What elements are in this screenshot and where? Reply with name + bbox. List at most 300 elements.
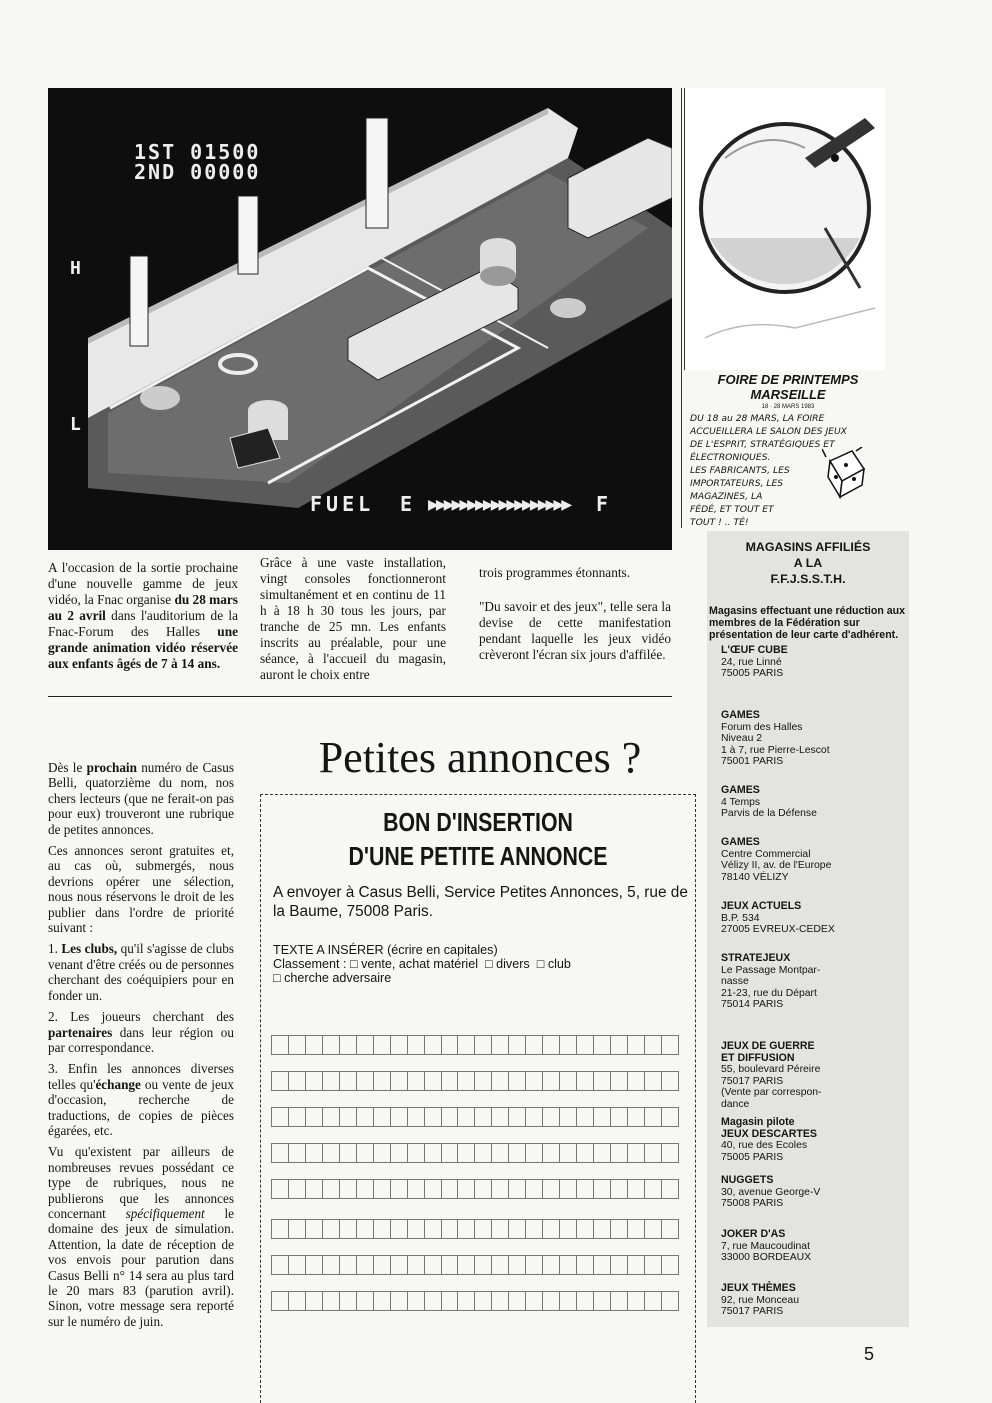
shop-address-line: Le Passage Montpar- xyxy=(721,964,821,976)
letter-cell[interactable] xyxy=(441,1035,458,1055)
letter-cell[interactable] xyxy=(593,1291,610,1311)
annonces-paragraph xyxy=(48,760,234,837)
letter-cell[interactable] xyxy=(407,1071,424,1091)
letter-cell[interactable] xyxy=(627,1291,644,1311)
letter-cell[interactable] xyxy=(271,1107,288,1127)
shop-address-line: 1 à 7, rue Pierre-Lescot xyxy=(721,744,830,756)
letter-cell[interactable] xyxy=(542,1255,559,1275)
letter-cell[interactable] xyxy=(271,1179,288,1199)
letter-cell[interactable] xyxy=(271,1071,288,1091)
letter-cell[interactable] xyxy=(593,1107,610,1127)
shop-entry xyxy=(721,1041,907,1110)
shop-entry xyxy=(721,785,907,820)
emphasis: Les clubs, xyxy=(61,941,118,957)
letter-cell[interactable] xyxy=(288,1107,305,1127)
letter-grid-row[interactable] xyxy=(271,1071,679,1091)
letter-cell[interactable] xyxy=(407,1143,424,1163)
checkbox-adversaire[interactable]: □ xyxy=(273,971,281,985)
letter-cell[interactable] xyxy=(508,1219,525,1239)
letter-cell[interactable] xyxy=(491,1143,508,1163)
shop-address-line: Vélizy II, av. de l'Europe xyxy=(721,860,832,871)
shop-address-line: 92, rue Monceau xyxy=(721,1294,799,1306)
letter-cell[interactable] xyxy=(339,1179,356,1199)
letter-cell[interactable] xyxy=(627,1035,644,1055)
shop-address-line: Niveau 2 xyxy=(721,733,763,744)
letter-cell[interactable] xyxy=(610,1107,627,1127)
letter-cell[interactable] xyxy=(407,1291,424,1311)
hand-line: ÉLECTRONIQUES. xyxy=(690,452,771,463)
letter-cell[interactable] xyxy=(474,1255,491,1275)
letter-cell[interactable] xyxy=(593,1071,610,1091)
letter-cell[interactable] xyxy=(390,1035,407,1055)
letter-grid-row[interactable] xyxy=(271,1035,679,1055)
fuel-gauge: ▶▶▶▶▶▶▶▶▶▶▶▶▶▶▶▶▶▶ xyxy=(428,494,570,515)
letter-cell[interactable] xyxy=(627,1219,644,1239)
letter-cell[interactable] xyxy=(457,1219,474,1239)
letter-cell[interactable] xyxy=(322,1255,339,1275)
letter-cell[interactable] xyxy=(491,1035,508,1055)
letter-cell[interactable] xyxy=(525,1219,542,1239)
letter-cell[interactable] xyxy=(356,1035,373,1055)
letter-cell[interactable] xyxy=(356,1255,373,1275)
letter-cell[interactable] xyxy=(424,1107,441,1127)
letter-cell[interactable] xyxy=(542,1035,559,1055)
letter-cell[interactable] xyxy=(441,1107,458,1127)
letter-cell[interactable] xyxy=(457,1143,474,1163)
letter-cell[interactable] xyxy=(508,1143,525,1163)
letter-cell[interactable] xyxy=(322,1071,339,1091)
shop-entry xyxy=(721,645,907,680)
coupon-title-line-1: BON D'INSERTION xyxy=(383,807,573,837)
letter-grid-row[interactable] xyxy=(271,1219,679,1239)
letter-cell[interactable] xyxy=(542,1291,559,1311)
letter-cell[interactable] xyxy=(373,1219,390,1239)
shop-name: GAMES xyxy=(721,836,760,848)
letter-cell[interactable] xyxy=(424,1035,441,1055)
letter-cell[interactable] xyxy=(271,1143,288,1163)
letter-cell[interactable] xyxy=(457,1179,474,1199)
letter-cell[interactable] xyxy=(508,1291,525,1311)
letter-cell[interactable] xyxy=(373,1179,390,1199)
shop-address-line: 75008 PARIS xyxy=(721,1198,784,1209)
intro-column-3 xyxy=(479,565,671,679)
letter-cell[interactable] xyxy=(593,1143,610,1163)
letter-cell[interactable] xyxy=(610,1219,627,1239)
letter-cell[interactable] xyxy=(542,1143,559,1163)
letter-cell[interactable] xyxy=(525,1179,542,1199)
letter-cell[interactable] xyxy=(271,1255,288,1275)
letter-cell[interactable] xyxy=(305,1143,322,1163)
shop-name: Magasin pilote xyxy=(721,1116,795,1128)
letter-cell[interactable] xyxy=(322,1179,339,1199)
letter-cell[interactable] xyxy=(271,1219,288,1239)
coupon-title-line-2: D'UNE PETITE ANNONCE xyxy=(348,841,608,871)
letter-cell[interactable] xyxy=(559,1143,576,1163)
letter-cell[interactable] xyxy=(525,1107,542,1127)
letter-cell[interactable] xyxy=(356,1071,373,1091)
shop-entry xyxy=(721,953,907,1011)
letter-cell[interactable] xyxy=(474,1071,491,1091)
letter-cell[interactable] xyxy=(441,1071,458,1091)
shop-address-line: 75014 PARIS xyxy=(721,999,784,1010)
letter-cell[interactable] xyxy=(288,1255,305,1275)
letter-cell[interactable] xyxy=(525,1143,542,1163)
hand-line: DE L'ESPRIT, STRATÉGIQUES ET xyxy=(690,439,835,450)
letter-cell[interactable] xyxy=(424,1179,441,1199)
altitude-high-label: H xyxy=(70,258,81,279)
letter-cell[interactable] xyxy=(644,1291,661,1311)
letter-cell[interactable] xyxy=(644,1219,661,1239)
text: 1. xyxy=(48,941,62,957)
checkbox-vente[interactable]: □ xyxy=(350,957,358,971)
shop-name: JEUX THÈMES xyxy=(721,1282,796,1294)
letter-cell[interactable] xyxy=(407,1179,424,1199)
shop-address-line: Parvis de la Défense xyxy=(721,808,817,819)
hand-line: ACCUEILLERA LE SALON DES JEUX xyxy=(690,426,847,437)
letter-grid-row[interactable] xyxy=(271,1255,679,1275)
option-club-label: club xyxy=(547,957,571,971)
option-divers-label: divers xyxy=(496,957,530,971)
letter-cell[interactable] xyxy=(339,1219,356,1239)
shop-address-line: 7, rue Maucoudinat xyxy=(721,1240,810,1252)
letter-cell[interactable] xyxy=(271,1291,288,1311)
letter-cell[interactable] xyxy=(457,1255,474,1275)
letter-cell[interactable] xyxy=(627,1179,644,1199)
letter-cell[interactable] xyxy=(661,1179,679,1199)
letter-cell[interactable] xyxy=(339,1071,356,1091)
altitude-low-label: L xyxy=(70,414,81,435)
letter-cell[interactable] xyxy=(508,1179,525,1199)
letter-cell[interactable] xyxy=(457,1291,474,1311)
letter-cell[interactable] xyxy=(457,1035,474,1055)
letter-cell[interactable] xyxy=(559,1291,576,1311)
letter-cell[interactable] xyxy=(576,1179,593,1199)
letter-cell[interactable] xyxy=(407,1219,424,1239)
letter-cell[interactable] xyxy=(441,1219,458,1239)
letter-cell[interactable] xyxy=(661,1291,679,1311)
emphasis: échange xyxy=(95,1076,141,1092)
foire-date: 18 · 28 MARS 1983 xyxy=(761,404,815,410)
shop-entry xyxy=(721,837,907,883)
letter-cell[interactable] xyxy=(441,1143,458,1163)
intro-text: A l'occasion de la sortie prochaine d'une nouvelle gamme de jeux vidéo, la Fnac organise xyxy=(48,560,238,607)
letter-cell[interactable] xyxy=(305,1219,322,1239)
letter-cell[interactable] xyxy=(542,1179,559,1199)
page-number: 5 xyxy=(864,1344,875,1364)
letter-cell[interactable] xyxy=(644,1179,661,1199)
shop-address-line: 33000 BORDEAUX xyxy=(721,1252,812,1263)
letter-cell[interactable] xyxy=(271,1035,288,1055)
letter-cell[interactable] xyxy=(593,1035,610,1055)
letter-grid-row[interactable] xyxy=(271,1107,679,1127)
letter-cell[interactable] xyxy=(508,1071,525,1091)
letter-cell[interactable] xyxy=(390,1071,407,1091)
magasins-affilies-box xyxy=(707,531,909,1327)
letter-cell[interactable] xyxy=(356,1179,373,1199)
shop-entry xyxy=(721,1283,907,1318)
letter-cell[interactable] xyxy=(322,1143,339,1163)
intro-text: dans l'auditorium de la Fnac-Forum des Halles xyxy=(48,608,238,639)
letter-cell[interactable] xyxy=(373,1255,390,1275)
letter-cell[interactable] xyxy=(474,1219,491,1239)
letter-cell[interactable] xyxy=(373,1143,390,1163)
letter-cell[interactable] xyxy=(576,1107,593,1127)
shop-address-line: 40, rue des Ecoles xyxy=(721,1140,808,1151)
letter-cell[interactable] xyxy=(508,1107,525,1127)
text: 3. Enfin les annonces diverses telles qu' xyxy=(48,1061,234,1092)
annonces-paragraph xyxy=(48,1061,234,1138)
annonces-paragraph: Ces annonces seront gratuites et, au cas où, submergés, nous devrions opérer une sélection, nous nous réservons le droit de les publier dans l'ordre de priorité suivant : xyxy=(48,843,234,936)
magasins-intro: Magasins effectuant une réduction aux membres de la Fédération sur présentation de leur carte d'adhérent. xyxy=(709,605,906,641)
score-player-1: 1ST 01500 xyxy=(134,140,261,164)
letter-cell[interactable] xyxy=(322,1291,339,1311)
letter-cell[interactable] xyxy=(559,1219,576,1239)
letter-cell[interactable] xyxy=(627,1255,644,1275)
letter-cell[interactable] xyxy=(390,1219,407,1239)
letter-cell[interactable] xyxy=(424,1071,441,1091)
letter-cell[interactable] xyxy=(627,1071,644,1091)
letter-cell[interactable] xyxy=(627,1143,644,1163)
letter-cell[interactable] xyxy=(339,1291,356,1311)
letter-cell[interactable] xyxy=(542,1219,559,1239)
letter-cell[interactable] xyxy=(610,1143,627,1163)
letter-cell[interactable] xyxy=(559,1179,576,1199)
shop-address-line: 21-23, rue du Départ xyxy=(721,987,817,999)
letter-cell[interactable] xyxy=(644,1035,661,1055)
shop-address-line: 27005 EVREUX-CEDEX xyxy=(721,924,835,935)
letter-cell[interactable] xyxy=(474,1143,491,1163)
letter-cell[interactable] xyxy=(305,1291,322,1311)
egg-drawing xyxy=(685,88,885,370)
letter-cell[interactable] xyxy=(559,1107,576,1127)
intro-col3-p2: "Du savoir et des jeux", telle sera la devise de cette manifestation pendant laquelle les jeux vidéo crèveront l'écran six jours d'affilée. xyxy=(479,599,671,662)
letter-grid-row[interactable] xyxy=(271,1291,679,1311)
letter-cell[interactable] xyxy=(644,1107,661,1127)
shop-name: L'ŒUF CUBE xyxy=(721,644,788,656)
letter-cell[interactable] xyxy=(407,1107,424,1127)
magasins-title-line-3: F.F.J.S.S.T.H. xyxy=(770,572,846,586)
letter-cell[interactable] xyxy=(288,1143,305,1163)
letter-cell[interactable] xyxy=(373,1107,390,1127)
letter-cell[interactable] xyxy=(305,1035,322,1055)
letter-cell[interactable] xyxy=(576,1143,593,1163)
letter-cell[interactable] xyxy=(474,1035,491,1055)
letter-cell[interactable] xyxy=(661,1107,679,1127)
score-player-2: 2ND 00000 xyxy=(134,160,261,184)
letter-cell[interactable] xyxy=(525,1291,542,1311)
shop-address-line: 4 Temps xyxy=(721,796,761,808)
letter-cell[interactable] xyxy=(288,1071,305,1091)
text: qu'il s'agisse de clubs venant d'être créés ou de personnes cherchant des coéquipiers pour en fonder un. xyxy=(48,941,234,1003)
letter-cell[interactable] xyxy=(474,1291,491,1311)
letter-cell[interactable] xyxy=(424,1219,441,1239)
coupon-address: A envoyer à Casus Belli, Service Petites Annonces, 5, rue de la Baume, 75008 Paris. xyxy=(273,884,688,920)
dice-mascot-icon xyxy=(822,447,868,503)
intro-column-1 xyxy=(48,560,238,672)
letter-grid-row[interactable] xyxy=(271,1143,679,1163)
shop-name: JEUX ACTUELS xyxy=(721,900,802,912)
letter-cell[interactable] xyxy=(441,1291,458,1311)
letter-cell[interactable] xyxy=(288,1219,305,1239)
letter-cell[interactable] xyxy=(491,1071,508,1091)
letter-cell[interactable] xyxy=(339,1107,356,1127)
emphasis: partenaires xyxy=(48,1024,113,1040)
intro-dates: du 28 mars au 2 avril xyxy=(48,592,238,623)
letter-cell[interactable] xyxy=(576,1035,593,1055)
letter-cell[interactable] xyxy=(542,1107,559,1127)
letter-cell[interactable] xyxy=(288,1179,305,1199)
letter-cell[interactable] xyxy=(373,1035,390,1055)
letter-cell[interactable] xyxy=(644,1143,661,1163)
letter-cell[interactable] xyxy=(390,1107,407,1127)
letter-cell[interactable] xyxy=(288,1035,305,1055)
fuel-empty-label: E xyxy=(400,492,413,516)
shop-entry xyxy=(721,1229,907,1264)
letter-cell[interactable] xyxy=(390,1143,407,1163)
magasins-title xyxy=(707,539,909,587)
letter-cell[interactable] xyxy=(373,1071,390,1091)
coupon-texte-label: TEXTE A INSÉRER (écrire en capitales) xyxy=(273,943,498,957)
letter-cell[interactable] xyxy=(356,1219,373,1239)
shop-address-line: 30, avenue George-V xyxy=(721,1186,821,1198)
letter-cell[interactable] xyxy=(525,1255,542,1275)
letter-cell[interactable] xyxy=(508,1035,525,1055)
letter-cell[interactable] xyxy=(644,1071,661,1091)
letter-cell[interactable] xyxy=(542,1071,559,1091)
classement-label: Classement : xyxy=(273,957,347,971)
shop-name: JEUX DESCARTES xyxy=(721,1127,817,1140)
letter-cell[interactable] xyxy=(661,1035,679,1055)
letter-cell[interactable] xyxy=(457,1071,474,1091)
letter-cell[interactable] xyxy=(373,1291,390,1311)
letter-cell[interactable] xyxy=(661,1219,679,1239)
shop-entry xyxy=(721,1117,907,1163)
letter-cell[interactable] xyxy=(474,1179,491,1199)
letter-cell[interactable] xyxy=(491,1179,508,1199)
letter-cell[interactable] xyxy=(576,1291,593,1311)
letter-cell[interactable] xyxy=(407,1035,424,1055)
letter-cell[interactable] xyxy=(322,1107,339,1127)
letter-cell[interactable] xyxy=(593,1255,610,1275)
checkbox-divers[interactable]: □ xyxy=(485,957,493,971)
letter-cell[interactable] xyxy=(356,1291,373,1311)
shop-address-line: 75017 PARIS xyxy=(721,1075,784,1087)
letter-cell[interactable] xyxy=(305,1179,322,1199)
letter-cell[interactable] xyxy=(491,1255,508,1275)
letter-cell[interactable] xyxy=(593,1179,610,1199)
letter-cell[interactable] xyxy=(491,1291,508,1311)
letter-cell[interactable] xyxy=(441,1255,458,1275)
shop-entry xyxy=(721,901,907,936)
letter-cell[interactable] xyxy=(322,1035,339,1055)
text: numéro de Casus Belli, quatorzième du nom, nos chers lecteurs (que ne ferait-on pas pour eux) trouveront une rubrique de petites annonces. xyxy=(48,760,234,837)
foire-title-line-1: FOIRE DE PRINTEMPS xyxy=(717,372,859,387)
text: 2. Les joueurs cherchant des xyxy=(48,1009,234,1025)
column-divider xyxy=(681,88,682,528)
letter-cell[interactable] xyxy=(339,1255,356,1275)
shop-name: GAMES xyxy=(721,709,760,721)
letter-grid-row[interactable] xyxy=(271,1179,679,1199)
letter-cell[interactable] xyxy=(610,1071,627,1091)
letter-cell[interactable] xyxy=(508,1255,525,1275)
text: Vu qu'existent par ailleurs de nombreuses revues possédant ce type de rubriques, nous ne publierons que les annonces concernant xyxy=(48,1144,234,1221)
letter-cell[interactable] xyxy=(390,1255,407,1275)
letter-cell[interactable] xyxy=(576,1071,593,1091)
shop-address-line: 75017 PARIS xyxy=(721,1306,784,1317)
letter-cell[interactable] xyxy=(305,1255,322,1275)
letter-cell[interactable] xyxy=(288,1291,305,1311)
fuel-full-label: F xyxy=(596,492,609,516)
letter-cell[interactable] xyxy=(356,1107,373,1127)
letter-cell[interactable] xyxy=(627,1107,644,1127)
text: le domaine des jeux de simulation. Attention, la date de réception de vos envois pour parution dans Casus Belli n° 14 sera au plus tard le 20 mars 83 (parution avril). Sinon, votre message sera reporté sur le numéro de juin. xyxy=(48,1205,234,1329)
letter-cell[interactable] xyxy=(322,1219,339,1239)
intro-col3-p1: trois programmes étonnants. xyxy=(479,565,631,580)
letter-cell[interactable] xyxy=(661,1071,679,1091)
shop-name: ET DIFFUSION xyxy=(721,1051,795,1064)
letter-cell[interactable] xyxy=(661,1255,679,1275)
letter-cell[interactable] xyxy=(339,1035,356,1055)
letter-cell[interactable] xyxy=(644,1255,661,1275)
text: dans leur région ou par correspondance. xyxy=(48,1024,234,1055)
letter-cell[interactable] xyxy=(424,1143,441,1163)
letter-cell[interactable] xyxy=(559,1035,576,1055)
letter-cell[interactable] xyxy=(407,1255,424,1275)
checkbox-club[interactable]: □ xyxy=(536,957,545,971)
emphasis: prochain xyxy=(86,760,137,775)
letter-cell[interactable] xyxy=(559,1071,576,1091)
letter-cell[interactable] xyxy=(661,1143,679,1163)
shop-address-line: 75001 PARIS xyxy=(721,756,784,767)
letter-cell[interactable] xyxy=(576,1219,593,1239)
coupon-classement xyxy=(273,957,693,971)
letter-cell[interactable] xyxy=(610,1035,627,1055)
letter-cell[interactable] xyxy=(610,1291,627,1311)
letter-cell[interactable] xyxy=(559,1255,576,1275)
letter-cell[interactable] xyxy=(610,1179,627,1199)
shop-address-line: 24, rue Linné xyxy=(721,656,782,668)
magasins-title-line-1: MAGASINS AFFILIÉS xyxy=(745,540,871,554)
letter-cell[interactable] xyxy=(424,1291,441,1311)
letter-cell[interactable] xyxy=(305,1107,322,1127)
letter-cell[interactable] xyxy=(390,1179,407,1199)
shop-entry xyxy=(721,710,907,768)
letter-cell[interactable] xyxy=(305,1071,322,1091)
annonces-paragraph xyxy=(48,941,234,1003)
letter-cell[interactable] xyxy=(441,1179,458,1199)
hand-line: MAGAZINES, LA xyxy=(690,491,763,502)
letter-cell[interactable] xyxy=(525,1035,542,1055)
letter-cell[interactable] xyxy=(339,1143,356,1163)
letter-cell[interactable] xyxy=(474,1107,491,1127)
letter-cell[interactable] xyxy=(457,1107,474,1127)
shop-address-line: 75005 PARIS xyxy=(721,1151,784,1163)
letter-cell[interactable] xyxy=(610,1255,627,1275)
shop-name: GAMES xyxy=(721,784,760,796)
letter-cell[interactable] xyxy=(491,1219,508,1239)
letter-cell[interactable] xyxy=(525,1071,542,1091)
letter-cell[interactable] xyxy=(593,1219,610,1239)
letter-cell[interactable] xyxy=(390,1291,407,1311)
letter-cell[interactable] xyxy=(491,1107,508,1127)
shop-name: JEUX DE GUERRE xyxy=(721,1040,815,1052)
letter-cell[interactable] xyxy=(576,1255,593,1275)
shop-address-line: (Vente par correspon- xyxy=(721,1087,822,1098)
letter-cell[interactable] xyxy=(424,1255,441,1275)
petites-annonces-title: Petites annonces ? xyxy=(318,733,642,782)
hand-line: FÉDÉ, ET TOUT ET xyxy=(690,504,774,515)
letter-cell[interactable] xyxy=(356,1143,373,1163)
